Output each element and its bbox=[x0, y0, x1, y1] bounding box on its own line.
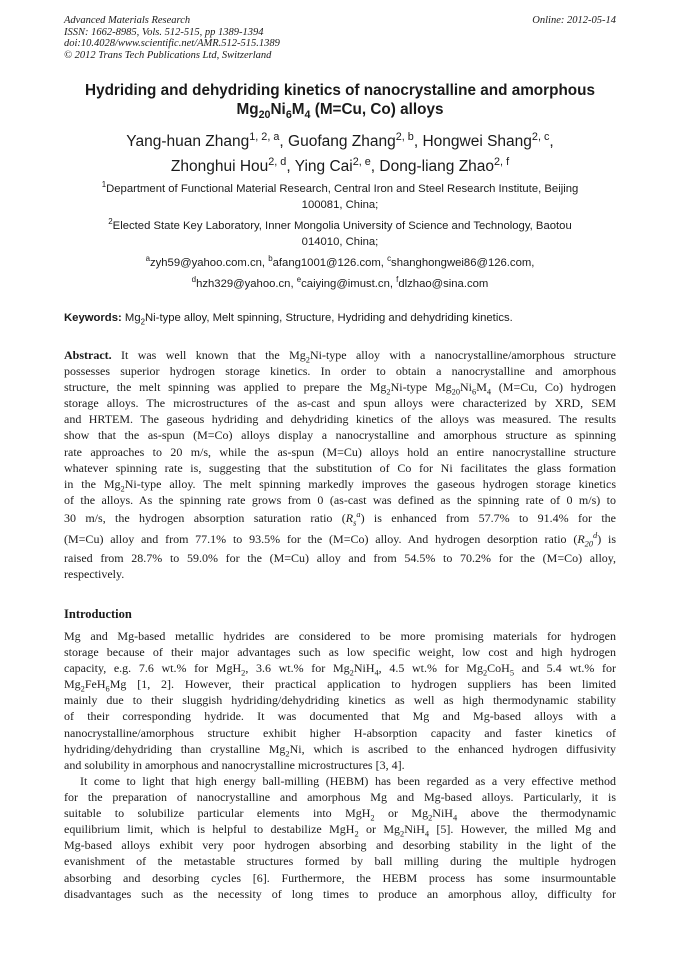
paper-title bbox=[64, 81, 616, 122]
title-line-1: Hydriding and dehydriding kinetics of nanocrystalline and amorphous bbox=[85, 82, 595, 99]
desorption-ratio-symbol: $R_{20}^d$ bbox=[577, 530, 598, 549]
introduction-paragraph-2: It come to light that high energy ball-milling (HEBM) has been regarded as a very effective method for the preparation of nanocrystalline and amorphous Mg and Mg-based alloys. Particularly, it is suitable to solubilize particular elements into MgH$_2$ or $Mg_2NiH_4$ above the thermodynamic equilibrium limit, which is helpful to destabilize MgH$_2$ or $Mg_2NiH_4$ [5]. However, the milled Mg and Mg-based alloys exhibit very poor hydrogen absorbing and desorbing stability in the light of the evanishment of the metastable structures formed by ball milling during the multiple hydrogen absorbing and desorbing cycles [6]. Furthermore, the HEBM process has some insurmountable disadvantages such as the necessity of long times to produce an amorphous alloy, difficulty for bbox=[64, 774, 616, 901]
affiliation-2: $^2$Elected State Key Laboratory, Inner Mongolia University of Science and Technology, Baotou 014010, China; bbox=[108, 217, 572, 248]
email-address: shanghongwei86@126.com, bbox=[391, 257, 535, 269]
author-list bbox=[64, 129, 616, 179]
email-list: $^a$zyh59@yahoo.com.cn, $^b$afang1001@126.com, $^c$shanghongwei86@126.com, $^d$hzh329@yahoo.cn, $^e$caiying@imust.cn, $^f$dlzhao@sina.com bbox=[145, 254, 535, 290]
author-line-1: Yang-huan Zhang$^{1, 2, a}$, Guofang Zhang$^{2, b}$, Hongwei Shang$^{2, c}$, bbox=[126, 130, 554, 150]
author-name: Ying Cai bbox=[294, 158, 353, 175]
email-address: hzh329@yahoo.cn, bbox=[196, 277, 297, 290]
introduction-paragraph-1: Mg and Mg-based metallic hydrides are considered to be more promising materials for hydrogen storage because of their major advantages such as low specific weight, low cost and high hydrogen capacity, e.g. 7.6 wt.% for MgH$_2$, 3.6 wt.% for $Mg_2NiH_4$, 4.5 wt.% for $Mg_2CoH_5$ and 5.4 wt.% for $Mg_2FeH_6Mg$ [1, 2]. However, their practical application to hydrogen suppliers has been limited mainly due to their sluggish hydriding/dehydriding kinetics as well as high thermodynamic stability of their corresponding hydride. It was documented that Mg and Mg-based alloys with a nanocrystalline/amorphous structure exhibit higher H-absorption capacity and faster kinetics of hydriding/dehydriding than crystalline $Mg_2Ni$, which is ascribed to the enhanced hydrogen diffusivity and solubility in amorphous and nanocrystalline microstructures [3, 4]. bbox=[64, 629, 616, 772]
email-address: caiying@imust.cn, bbox=[301, 277, 397, 290]
affiliation-1: $^1$Department of Functional Material Research, Central Iron and Steel Research Institute, Beijing 100081, China; bbox=[101, 180, 579, 211]
introduction-heading: Introduction bbox=[64, 607, 132, 621]
title-line-2: $Mg_{20}Ni_6M_4$ (M=Cu, Co) alloys bbox=[236, 101, 444, 122]
abstract-label: Abstract. bbox=[64, 348, 112, 362]
running-header bbox=[64, 15, 616, 61]
abstract: Abstract. It was well known that the $Mg_2Ni$-type alloy with a nanocrystalline/amorphous structure possesses superior hydrogen storage kinetics. In order to obtain a nanocrystalline and amorphous structure, the melt spinning was applied to prepare the $Mg_2Ni$-type $Mg_{20}Ni_6M_4$ (M=Cu, Co) hydrogen storage alloys. The microstructures of the as-cast and spun alloys were characterized by XRD, SEM and HRTEM. The gaseous hydriding and dehydriding kinetics of the alloys was measured. The results show that the as-spun (M=Co) alloys display a nanocrystalline and amorphous structure as spinning rate approaches to 20 m/s, while the as-spun (M=Cu) alloys hold an entire nanocrystalline structure whatever spinning rate is, suggesting that the substitution of Co for Ni facilitates the glass formation in the $Mg_2Ni$-type alloy. The melt spinning markedly improves the gaseous hydrogen storage kinetics of the alloys. As the spinning rate grows from 0 (as-cast was defined as the spinning rate of 0 m/s) to 30 m/s, the hydrogen absorption saturation ratio $(R_s^a)$ is enhanced from 57.7% to 91.4% for the (M=Cu) alloy and from 77.1% to 93.5% for the (M=Co) alloy. And hydrogen desorption ratio $(R_{20}^d)$ is raised from 28.7% to 59.0% for the (M=Cu) alloy and from 54.5% to 70.2% for the (M=Co) alloy, respectively. bbox=[64, 348, 616, 582]
doi: doi:10.4028/www.scientific.net/AMR.512-515.1389 bbox=[64, 38, 280, 50]
saturation-ratio-symbol: $R_s^a$ bbox=[345, 509, 361, 528]
online-date: Online: 2012-05-14 bbox=[532, 15, 616, 26]
issn-pages: ISSN: 1662-8985, Vols. 512-515, pp 1389-1394 bbox=[64, 26, 264, 38]
author-line-2: Zhonghui Hou$^{2, d}$, Ying Cai$^{2, e}$, Dong-liang Zhao$^{2, f}$ bbox=[170, 155, 510, 175]
email-address: afang1001@126.com, bbox=[272, 257, 388, 269]
email-address: dlzhao@sina.com bbox=[398, 277, 489, 290]
author-name: Zhonghui Hou bbox=[170, 158, 269, 175]
author-name: Yang-huan Zhang bbox=[126, 133, 250, 150]
journal-name: Advanced Materials Research bbox=[64, 15, 191, 26]
copyright: © 2012 Trans Tech Publications Ltd, Switzerland bbox=[64, 49, 272, 61]
keywords: Keywords: $Mg_2Ni$-type alloy, Melt spinning, Structure, Hydriding and dehydriding kinetics. bbox=[64, 312, 513, 327]
email-address: zyh59@yahoo.com.cn, bbox=[149, 257, 269, 269]
author-name: Dong-liang Zhao bbox=[379, 158, 495, 175]
author-name: Hongwei Shang bbox=[422, 133, 532, 150]
keywords-label: Keywords: bbox=[64, 312, 122, 324]
author-name: Guofang Zhang bbox=[288, 133, 396, 150]
